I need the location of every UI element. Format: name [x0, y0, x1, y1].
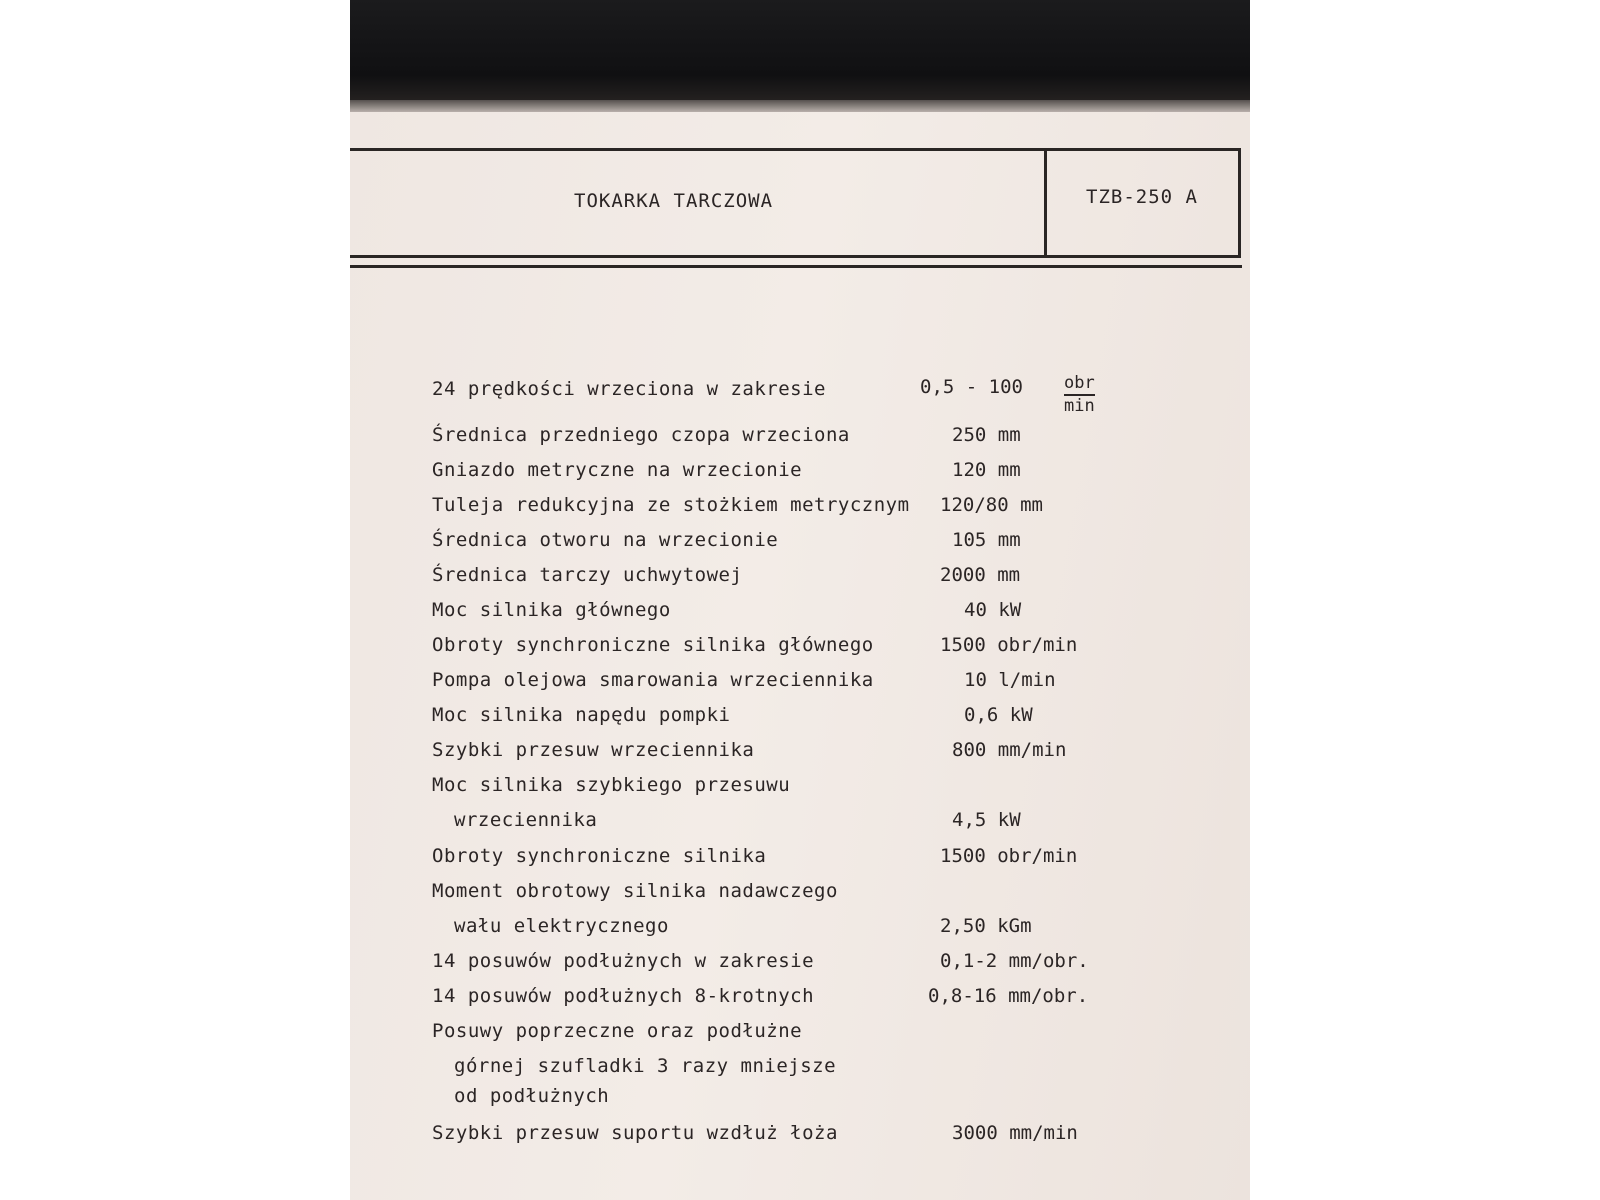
spec-label-continuation: wrzeciennika	[454, 809, 598, 831]
spec-value: 105 mm	[952, 529, 1021, 551]
spec-label: Posuwy poprzeczne oraz podłużne	[432, 1020, 803, 1042]
spec-label: Obroty synchroniczne silnika głównego	[432, 634, 874, 656]
spec-value: 800 mm/min	[952, 739, 1067, 761]
spec-value: 0,8-16 mm/obr.	[928, 985, 1089, 1007]
spec-value: 1500 obr/min	[940, 634, 1078, 656]
spec-value: 40 kW	[964, 599, 1022, 621]
spec-label: Moment obrotowy silnika nadawczego	[432, 880, 838, 902]
spec-label: Tuleja redukcyjna ze stożkiem metrycznym	[432, 494, 910, 516]
spec-value: 1500 obr/min	[940, 845, 1078, 867]
spec-label: 24 prędkości wrzeciona w zakresie	[432, 378, 826, 400]
document-title: TOKARKA TARCZOWA	[574, 190, 774, 212]
binder-cover	[350, 0, 1250, 108]
spec-value: 250 mm	[952, 424, 1021, 446]
header-rule	[350, 265, 1242, 268]
spec-label: Moc silnika napędu pompki	[432, 704, 731, 726]
spec-value: 120 mm	[952, 459, 1021, 481]
spec-value: 2000 mm	[940, 564, 1021, 586]
spec-label: Szybki przesuw suportu wzdłuż łoża	[432, 1122, 838, 1144]
unit-numerator: obr	[1064, 373, 1095, 393]
spec-value: 10 l/min	[964, 669, 1056, 691]
spec-value: 0,5 - 100	[920, 376, 1023, 398]
model-code: TZB-250 A	[1086, 186, 1198, 208]
header-divider	[1044, 151, 1047, 255]
spec-label-continuation: wału elektrycznego	[454, 915, 669, 937]
document-photo	[350, 0, 1250, 1200]
spec-label: Gniazdo metryczne na wrzecionie	[432, 459, 803, 481]
spec-value: 120/80 mm	[940, 494, 1043, 516]
spec-label: Szybki przesuw wrzeciennika	[432, 739, 755, 761]
spec-value: 4,5 kW	[952, 809, 1021, 831]
spec-value: 2,50 kGm	[940, 915, 1032, 937]
spec-value: 3000 mm/min	[952, 1122, 1078, 1144]
spec-label: 14 posuwów podłużnych 8-krotnych	[432, 985, 815, 1007]
spec-label: Średnica otworu na wrzecionie	[432, 529, 779, 551]
spec-label: Pompa olejowa smarowania wrzeciennika	[432, 669, 874, 691]
spec-label: Moc silnika głównego	[432, 599, 671, 621]
spec-value: 0,1-2 mm/obr.	[940, 950, 1089, 972]
unit-fraction	[1064, 374, 1095, 416]
spec-label: Średnica przedniego czopa wrzeciona	[432, 424, 850, 446]
spec-label: 14 posuwów podłużnych w zakresie	[432, 950, 815, 972]
spec-value: 0,6 kW	[964, 704, 1033, 726]
spec-label: Moc silnika szybkiego przesuwu	[432, 774, 791, 796]
spec-label-continuation: od podłużnych	[454, 1085, 610, 1107]
spec-label: Obroty synchroniczne silnika	[432, 845, 767, 867]
spec-label: Średnica tarczy uchwytowej	[432, 564, 743, 586]
spec-label-continuation: górnej szufladki 3 razy mniejsze	[454, 1055, 837, 1077]
unit-denominator: min	[1064, 396, 1095, 416]
